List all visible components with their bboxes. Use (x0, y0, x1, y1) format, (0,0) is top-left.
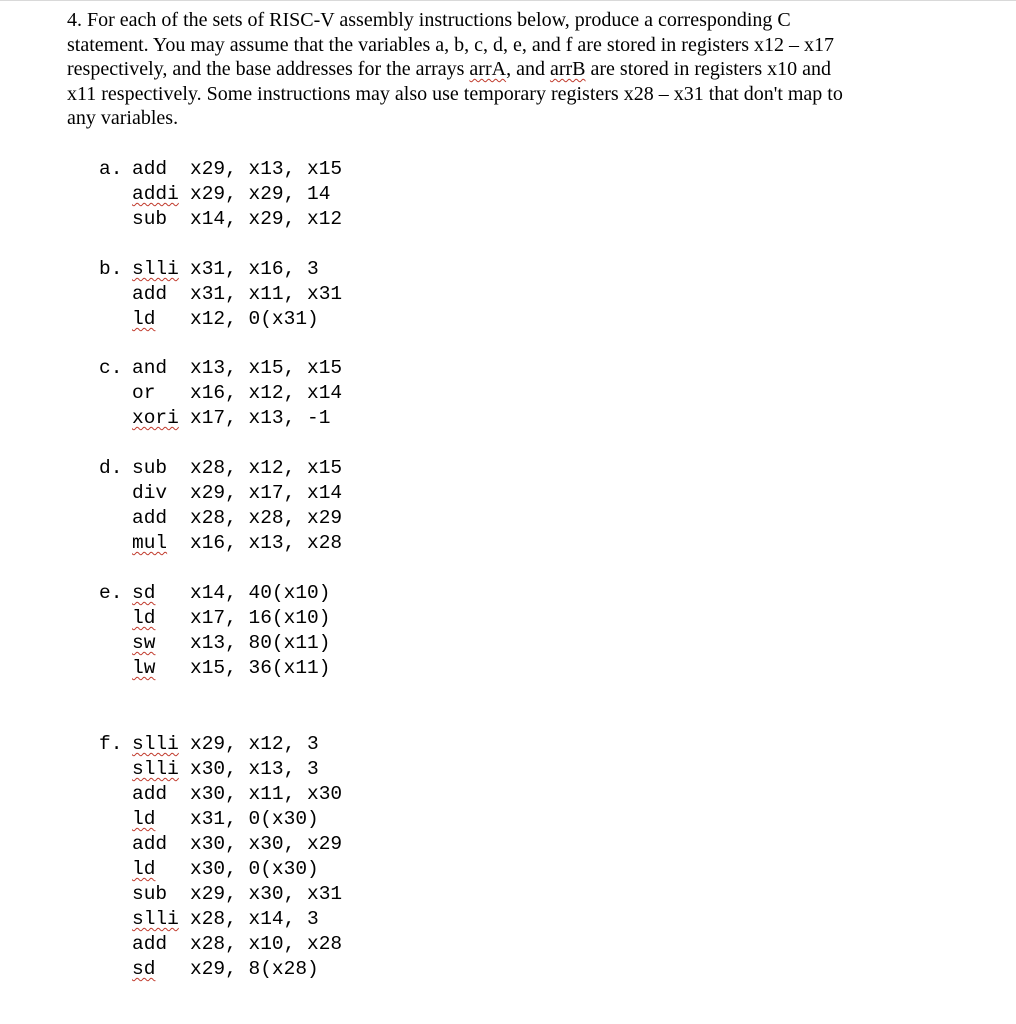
operands: x14, x29, x12 (190, 208, 343, 230)
opcode: ld (132, 308, 156, 330)
opcode: and (132, 357, 168, 379)
operands: x16, x12, x14 (190, 382, 343, 404)
operands: x31, x11, x31 (190, 283, 343, 305)
question-prompt (67, 8, 967, 131)
question-line-4: x11 respectively. Some instructions may also use temporary registers x28 – x31 that don't map to (67, 82, 843, 105)
part-letter: d. (99, 457, 123, 479)
instruction-line (99, 307, 342, 332)
arrA-term: arrA (469, 58, 507, 80)
opcode: add (132, 507, 168, 529)
instruction-line (99, 456, 342, 481)
opcode: sub (132, 457, 168, 479)
operands: x15, 36(x11) (190, 657, 331, 679)
instruction-line (99, 356, 342, 381)
part-b (99, 257, 342, 332)
instruction-line (99, 932, 342, 957)
instruction-line (99, 481, 342, 506)
operands: x28, x12, x15 (190, 457, 343, 479)
opcode: sd (132, 958, 156, 980)
opcode: ld (132, 607, 156, 629)
opcode: slli (132, 758, 179, 780)
instruction-line (99, 732, 342, 757)
opcode: add (132, 783, 168, 805)
operands: x29, x17, x14 (190, 482, 343, 504)
opcode: addi (132, 183, 179, 205)
operands: x13, x15, x15 (190, 357, 343, 379)
instruction-line (99, 506, 342, 531)
operands: x16, x13, x28 (190, 532, 343, 554)
instruction-line (99, 807, 342, 832)
operands: x12, 0(x31) (190, 308, 319, 330)
opcode: sw (132, 632, 156, 654)
opcode: or (132, 382, 156, 404)
operands: x29, x29, 14 (190, 183, 331, 205)
instruction-line (99, 531, 342, 556)
instruction-line (99, 157, 342, 182)
operands: x28, x10, x28 (190, 933, 343, 955)
operands: x29, x13, x15 (190, 158, 343, 180)
instruction-line (99, 282, 342, 307)
instruction-line (99, 182, 342, 207)
operands: x30, x11, x30 (190, 783, 343, 805)
part-letter: b. (99, 258, 123, 280)
opcode: ld (132, 858, 156, 880)
instruction-line (99, 757, 342, 782)
question-line-1: 4. For each of the sets of RISC-V assembly instructions below, produce a corresponding C (67, 9, 791, 31)
instruction-line (99, 857, 342, 882)
instruction-line (99, 907, 342, 932)
opcode: div (132, 482, 168, 504)
opcode: slli (132, 258, 179, 280)
instruction-line (99, 832, 342, 857)
instruction-line (99, 581, 330, 606)
part-c (99, 356, 342, 431)
operands: x31, 0(x30) (190, 808, 319, 830)
question-line-3 (67, 57, 967, 82)
opcode: slli (132, 908, 179, 930)
part-letter: f. (99, 733, 123, 755)
opcode: add (132, 158, 168, 180)
operands: x17, x13, -1 (190, 407, 331, 429)
opcode: lw (132, 657, 156, 679)
operands: x13, 80(x11) (190, 632, 331, 654)
instruction-line (99, 257, 342, 282)
part-letter: c. (99, 357, 123, 379)
operands: x28, x14, 3 (190, 908, 319, 930)
operands: x31, x16, 3 (190, 258, 319, 280)
part-a (99, 157, 342, 232)
arrB-term: arrB (549, 58, 586, 80)
opcode: sd (132, 582, 156, 604)
instruction-line (99, 406, 342, 431)
part-e (99, 581, 330, 681)
operands: x30, 0(x30) (190, 858, 319, 880)
instruction-line (99, 381, 342, 406)
operands: x29, 8(x28) (190, 958, 319, 980)
operands: x17, 16(x10) (190, 607, 331, 629)
operands: x29, x30, x31 (190, 883, 343, 905)
operands: x29, x12, 3 (190, 733, 319, 755)
instruction-line (99, 782, 342, 807)
question-line-2: statement. You may assume that the variables a, b, c, d, e, and f are stored in registers x12 – x17 (67, 33, 835, 56)
question-line-3-end: are stored in registers x10 and (585, 58, 831, 80)
opcode: xori (132, 407, 179, 429)
part-letter: e. (99, 582, 123, 604)
part-letter: a. (99, 158, 123, 180)
instruction-line (99, 882, 342, 907)
part-d (99, 456, 342, 556)
instruction-line (99, 606, 330, 631)
opcode: add (132, 283, 168, 305)
opcode: add (132, 833, 168, 855)
opcode: sub (132, 208, 168, 230)
part-f (99, 732, 342, 982)
operands: x28, x28, x29 (190, 507, 343, 529)
operands: x30, x13, 3 (190, 758, 319, 780)
instruction-line (99, 957, 342, 982)
opcode: ld (132, 808, 156, 830)
opcode: add (132, 933, 168, 955)
instruction-line (99, 631, 330, 656)
operands: x14, 40(x10) (190, 582, 331, 604)
question-line-3-start: respectively, and the base addresses for the arrays (67, 58, 470, 80)
operands: x30, x30, x29 (190, 833, 343, 855)
instruction-line (99, 656, 330, 681)
opcode: slli (132, 733, 179, 755)
question-line-3-mid: , and (506, 58, 550, 80)
opcode: sub (132, 883, 168, 905)
question-line-5: any variables. (67, 107, 179, 129)
opcode: mul (132, 532, 168, 554)
instruction-line (99, 207, 342, 232)
